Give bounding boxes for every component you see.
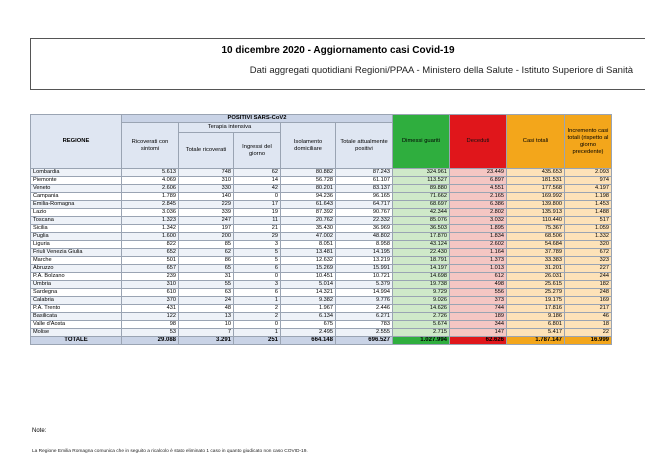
value-cell: 14	[234, 177, 281, 185]
value-cell: 501	[122, 257, 179, 265]
value-cell: 310	[179, 177, 234, 185]
header-ricoverati: Ricoverati con sintomi	[122, 123, 179, 169]
totals-row	[31, 337, 612, 345]
value-cell: 3.032	[450, 217, 507, 225]
value-cell: 43.124	[393, 241, 450, 249]
value-cell: 19	[234, 209, 281, 217]
value-cell: 19.738	[393, 281, 450, 289]
value-cell: 80.201	[281, 185, 336, 193]
header-incremento: Incremento casi totali (rispetto al giorno precedente)	[565, 115, 612, 169]
value-cell: 139.800	[507, 201, 565, 209]
value-cell: 14.197	[393, 265, 450, 273]
region-name-cell: Marche	[31, 257, 122, 265]
table-row	[31, 257, 612, 265]
value-cell: 68.697	[393, 201, 450, 209]
total-value-cell: 62.626	[450, 337, 507, 345]
value-cell: 1.373	[450, 257, 507, 265]
value-cell: 15.991	[336, 265, 393, 273]
value-cell: 86	[179, 257, 234, 265]
value-cell: 15.269	[281, 265, 336, 273]
value-cell: 181.531	[507, 177, 565, 185]
region-name-cell: Toscana	[31, 217, 122, 225]
value-cell: 1.323	[122, 217, 179, 225]
value-cell: 2.845	[122, 201, 179, 209]
value-cell: 26.031	[507, 273, 565, 281]
header-terapia: Terapia intensiva	[179, 123, 281, 133]
value-cell: 17	[234, 201, 281, 209]
table-row	[31, 297, 612, 305]
value-cell: 87.243	[336, 169, 393, 177]
value-cell: 22.430	[393, 249, 450, 257]
value-cell: 14.195	[336, 249, 393, 257]
value-cell: 25.279	[507, 289, 565, 297]
table-row	[31, 193, 612, 201]
value-cell: 1.013	[450, 265, 507, 273]
value-cell: 140	[179, 193, 234, 201]
table-row	[31, 313, 612, 321]
value-cell: 14.321	[281, 289, 336, 297]
value-cell: 85.076	[393, 217, 450, 225]
table-body	[31, 169, 612, 337]
value-cell: 200	[179, 233, 234, 241]
value-cell: 5.379	[336, 281, 393, 289]
value-cell: 323	[565, 257, 612, 265]
value-cell: 227	[565, 265, 612, 273]
region-name-cell: Sicilia	[31, 225, 122, 233]
value-cell: 80.882	[281, 169, 336, 177]
value-cell: 169	[565, 297, 612, 305]
value-cell: 24	[179, 297, 234, 305]
value-cell: 61.107	[336, 177, 393, 185]
value-cell: 6.386	[450, 201, 507, 209]
value-cell: 9.382	[281, 297, 336, 305]
value-cell: 62	[179, 249, 234, 257]
value-cell: 3	[234, 241, 281, 249]
value-cell: 22	[565, 329, 612, 337]
value-cell: 556	[450, 289, 507, 297]
header-regione: REGIONE	[31, 115, 122, 169]
value-cell: 22.332	[336, 217, 393, 225]
value-cell: 5.674	[393, 321, 450, 329]
value-cell: 85	[179, 241, 234, 249]
table-row	[31, 241, 612, 249]
value-cell: 65	[179, 265, 234, 273]
value-cell: 1.488	[565, 209, 612, 217]
value-cell: 783	[336, 321, 393, 329]
value-cell: 330	[179, 185, 234, 193]
value-cell: 10.721	[336, 273, 393, 281]
value-cell: 48.802	[336, 233, 393, 241]
value-cell: 110.440	[507, 217, 565, 225]
value-cell: 55	[179, 281, 234, 289]
value-cell: 370	[122, 297, 179, 305]
value-cell: 19.175	[507, 297, 565, 305]
notes-text: La Regione Emilia Romagna comunica che in seguito a ricalcolo è stato eliminato 1 caso in quanto giudicato non caso COVID-19.	[32, 449, 308, 454]
value-cell: 310	[122, 281, 179, 289]
table-row	[31, 273, 612, 281]
report-subtitle: Dati aggregati quotidiani Regioni/PPAA - Ministero della Salute - Istituto Superiore di Sanità	[249, 65, 633, 76]
value-cell: 1.600	[122, 233, 179, 241]
region-name-cell: Campania	[31, 193, 122, 201]
total-value-cell: 16.999	[565, 337, 612, 345]
value-cell: 25.615	[507, 281, 565, 289]
value-cell: 68.506	[507, 233, 565, 241]
value-cell: 31.201	[507, 265, 565, 273]
region-name-cell: Lazio	[31, 209, 122, 217]
region-name-cell: Basilicata	[31, 313, 122, 321]
value-cell: 373	[450, 297, 507, 305]
value-cell: 23.449	[450, 169, 507, 177]
value-cell: 9.776	[336, 297, 393, 305]
region-name-cell: Piemonte	[31, 177, 122, 185]
value-cell: 8.051	[281, 241, 336, 249]
header-positivi: POSITIVI SARS-CoV2	[122, 115, 393, 123]
value-cell: 744	[450, 305, 507, 313]
header-ingressi: Ingressi del giorno	[234, 133, 281, 169]
value-cell: 2	[234, 305, 281, 313]
table-row	[31, 249, 612, 257]
value-cell: 20.762	[281, 217, 336, 225]
value-cell: 610	[122, 289, 179, 297]
table-row	[31, 201, 612, 209]
value-cell: 13	[179, 313, 234, 321]
value-cell: 14.698	[393, 273, 450, 281]
value-cell: 33.383	[507, 257, 565, 265]
header-deceduti: Deceduti	[450, 115, 507, 169]
value-cell: 7	[179, 329, 234, 337]
value-cell: 1.834	[450, 233, 507, 241]
table-row	[31, 209, 612, 217]
value-cell: 1.342	[122, 225, 179, 233]
table-row	[31, 217, 612, 225]
value-cell: 6.897	[450, 177, 507, 185]
value-cell: 83.137	[336, 185, 393, 193]
table-row	[31, 233, 612, 241]
value-cell: 2.726	[393, 313, 450, 321]
value-cell: 0	[234, 273, 281, 281]
value-cell: 54.684	[507, 241, 565, 249]
value-cell: 2.802	[450, 209, 507, 217]
value-cell: 652	[122, 249, 179, 257]
table-row	[31, 265, 612, 273]
value-cell: 1.164	[450, 249, 507, 257]
value-cell: 247	[179, 217, 234, 225]
value-cell: 435.653	[507, 169, 565, 177]
report-header	[30, 38, 645, 90]
value-cell: 94.236	[281, 193, 336, 201]
totals-label: TOTALE	[31, 337, 122, 345]
header-totale-ricoverati: Totale ricoverati	[179, 133, 234, 169]
value-cell: 498	[450, 281, 507, 289]
total-value-cell: 3.291	[179, 337, 234, 345]
region-name-cell: Friuli Venezia Giulia	[31, 249, 122, 257]
value-cell: 62	[234, 169, 281, 177]
value-cell: 2	[234, 313, 281, 321]
value-cell: 6	[234, 265, 281, 273]
value-cell: 64.717	[336, 201, 393, 209]
value-cell: 71.662	[393, 193, 450, 201]
region-name-cell: Lombardia	[31, 169, 122, 177]
value-cell: 517	[565, 217, 612, 225]
value-cell: 822	[122, 241, 179, 249]
value-cell: 11	[234, 217, 281, 225]
region-name-cell: Abruzzo	[31, 265, 122, 273]
value-cell: 10.451	[281, 273, 336, 281]
value-cell: 87.392	[281, 209, 336, 217]
value-cell: 1.198	[565, 193, 612, 201]
value-cell: 672	[565, 249, 612, 257]
table-row	[31, 321, 612, 329]
value-cell: 46	[565, 313, 612, 321]
value-cell: 47.002	[281, 233, 336, 241]
value-cell: 2.495	[281, 329, 336, 337]
value-cell: 42.344	[393, 209, 450, 217]
value-cell: 63	[179, 289, 234, 297]
value-cell: 344	[450, 321, 507, 329]
value-cell: 0	[234, 321, 281, 329]
value-cell: 53	[122, 329, 179, 337]
value-cell: 2.606	[122, 185, 179, 193]
value-cell: 431	[122, 305, 179, 313]
value-cell: 1.967	[281, 305, 336, 313]
total-value-cell: 1.027.994	[393, 337, 450, 345]
value-cell: 14.994	[336, 289, 393, 297]
total-value-cell: 696.527	[336, 337, 393, 345]
value-cell: 9.026	[393, 297, 450, 305]
value-cell: 197	[179, 225, 234, 233]
value-cell: 217	[565, 305, 612, 313]
value-cell: 18	[565, 321, 612, 329]
value-cell: 113.527	[393, 177, 450, 185]
value-cell: 17.870	[393, 233, 450, 241]
value-cell: 748	[179, 169, 234, 177]
region-name-cell: Puglia	[31, 233, 122, 241]
value-cell: 1.332	[565, 233, 612, 241]
value-cell: 1.453	[565, 201, 612, 209]
total-value-cell: 29.088	[122, 337, 179, 345]
value-cell: 244	[565, 273, 612, 281]
region-name-cell: Umbria	[31, 281, 122, 289]
value-cell: 320	[565, 241, 612, 249]
region-name-cell: Calabria	[31, 297, 122, 305]
value-cell: 248	[565, 289, 612, 297]
value-cell: 61.643	[281, 201, 336, 209]
value-cell: 5.417	[507, 329, 565, 337]
value-cell: 6	[234, 289, 281, 297]
value-cell: 13.481	[281, 249, 336, 257]
value-cell: 42	[234, 185, 281, 193]
table-row	[31, 289, 612, 297]
value-cell: 17.816	[507, 305, 565, 313]
value-cell: 31	[179, 273, 234, 281]
value-cell: 5	[234, 249, 281, 257]
header-dimessi: Dimessi guariti	[393, 115, 450, 169]
value-cell: 36.503	[393, 225, 450, 233]
value-cell: 1.789	[122, 193, 179, 201]
value-cell: 135.913	[507, 209, 565, 217]
value-cell: 5.014	[281, 281, 336, 289]
value-cell: 1	[234, 329, 281, 337]
region-name-cell: Liguria	[31, 241, 122, 249]
value-cell: 21	[234, 225, 281, 233]
value-cell: 37.789	[507, 249, 565, 257]
value-cell: 75.367	[507, 225, 565, 233]
table-row	[31, 177, 612, 185]
value-cell: 6.801	[507, 321, 565, 329]
total-value-cell: 664.148	[281, 337, 336, 345]
table-row	[31, 169, 612, 177]
total-value-cell: 1.787.147	[507, 337, 565, 345]
table-row	[31, 185, 612, 193]
value-cell: 4.551	[450, 185, 507, 193]
table-row	[31, 305, 612, 313]
value-cell: 8.958	[336, 241, 393, 249]
covid-data-table	[30, 114, 612, 345]
value-cell: 35.430	[281, 225, 336, 233]
value-cell: 169.992	[507, 193, 565, 201]
value-cell: 29	[234, 233, 281, 241]
value-cell: 89.880	[393, 185, 450, 193]
value-cell: 6.271	[336, 313, 393, 321]
value-cell: 0	[234, 193, 281, 201]
value-cell: 12.632	[281, 257, 336, 265]
header-totale-positivi: Totale attualmente positivi	[336, 123, 393, 169]
table-row	[31, 329, 612, 337]
value-cell: 1	[234, 297, 281, 305]
value-cell: 239	[122, 273, 179, 281]
value-cell: 657	[122, 265, 179, 273]
notes-label: Note:	[32, 428, 47, 434]
region-name-cell: P.A. Bolzano	[31, 273, 122, 281]
value-cell: 9.729	[393, 289, 450, 297]
region-name-cell: Molise	[31, 329, 122, 337]
value-cell: 1.895	[450, 225, 507, 233]
value-cell: 36.969	[336, 225, 393, 233]
total-value-cell: 251	[234, 337, 281, 345]
value-cell: 98	[122, 321, 179, 329]
value-cell: 9.186	[507, 313, 565, 321]
value-cell: 10	[179, 321, 234, 329]
region-name-cell: Veneto	[31, 185, 122, 193]
value-cell: 48	[179, 305, 234, 313]
value-cell: 2.093	[565, 169, 612, 177]
value-cell: 229	[179, 201, 234, 209]
value-cell: 1.059	[565, 225, 612, 233]
value-cell: 974	[565, 177, 612, 185]
value-cell: 5.613	[122, 169, 179, 177]
value-cell: 339	[179, 209, 234, 217]
table-row	[31, 281, 612, 289]
region-name-cell: Sardegna	[31, 289, 122, 297]
region-name-cell: Valle d'Aosta	[31, 321, 122, 329]
value-cell: 90.767	[336, 209, 393, 217]
value-cell: 182	[565, 281, 612, 289]
value-cell: 18.791	[393, 257, 450, 265]
value-cell: 4.197	[565, 185, 612, 193]
value-cell: 612	[450, 273, 507, 281]
value-cell: 147	[450, 329, 507, 337]
value-cell: 2.715	[393, 329, 450, 337]
value-cell: 96.165	[336, 193, 393, 201]
value-cell: 2.555	[336, 329, 393, 337]
value-cell: 675	[281, 321, 336, 329]
table-row	[31, 225, 612, 233]
value-cell: 14.626	[393, 305, 450, 313]
value-cell: 2.446	[336, 305, 393, 313]
value-cell: 5	[234, 257, 281, 265]
value-cell: 4.069	[122, 177, 179, 185]
value-cell: 2.602	[450, 241, 507, 249]
value-cell: 2.165	[450, 193, 507, 201]
region-name-cell: Emilia-Romagna	[31, 201, 122, 209]
header-casi-totali: Casi totali	[507, 115, 565, 169]
value-cell: 122	[122, 313, 179, 321]
header-isolamento: Isolamento domiciliare	[281, 123, 336, 169]
value-cell: 3.036	[122, 209, 179, 217]
value-cell: 13.219	[336, 257, 393, 265]
region-name-cell: P.A. Trento	[31, 305, 122, 313]
value-cell: 189	[450, 313, 507, 321]
value-cell: 3	[234, 281, 281, 289]
value-cell: 177.568	[507, 185, 565, 193]
value-cell: 6.134	[281, 313, 336, 321]
value-cell: 56.728	[281, 177, 336, 185]
value-cell: 324.961	[393, 169, 450, 177]
report-title: 10 dicembre 2020 - Aggiornamento casi Covid-19	[221, 45, 455, 56]
